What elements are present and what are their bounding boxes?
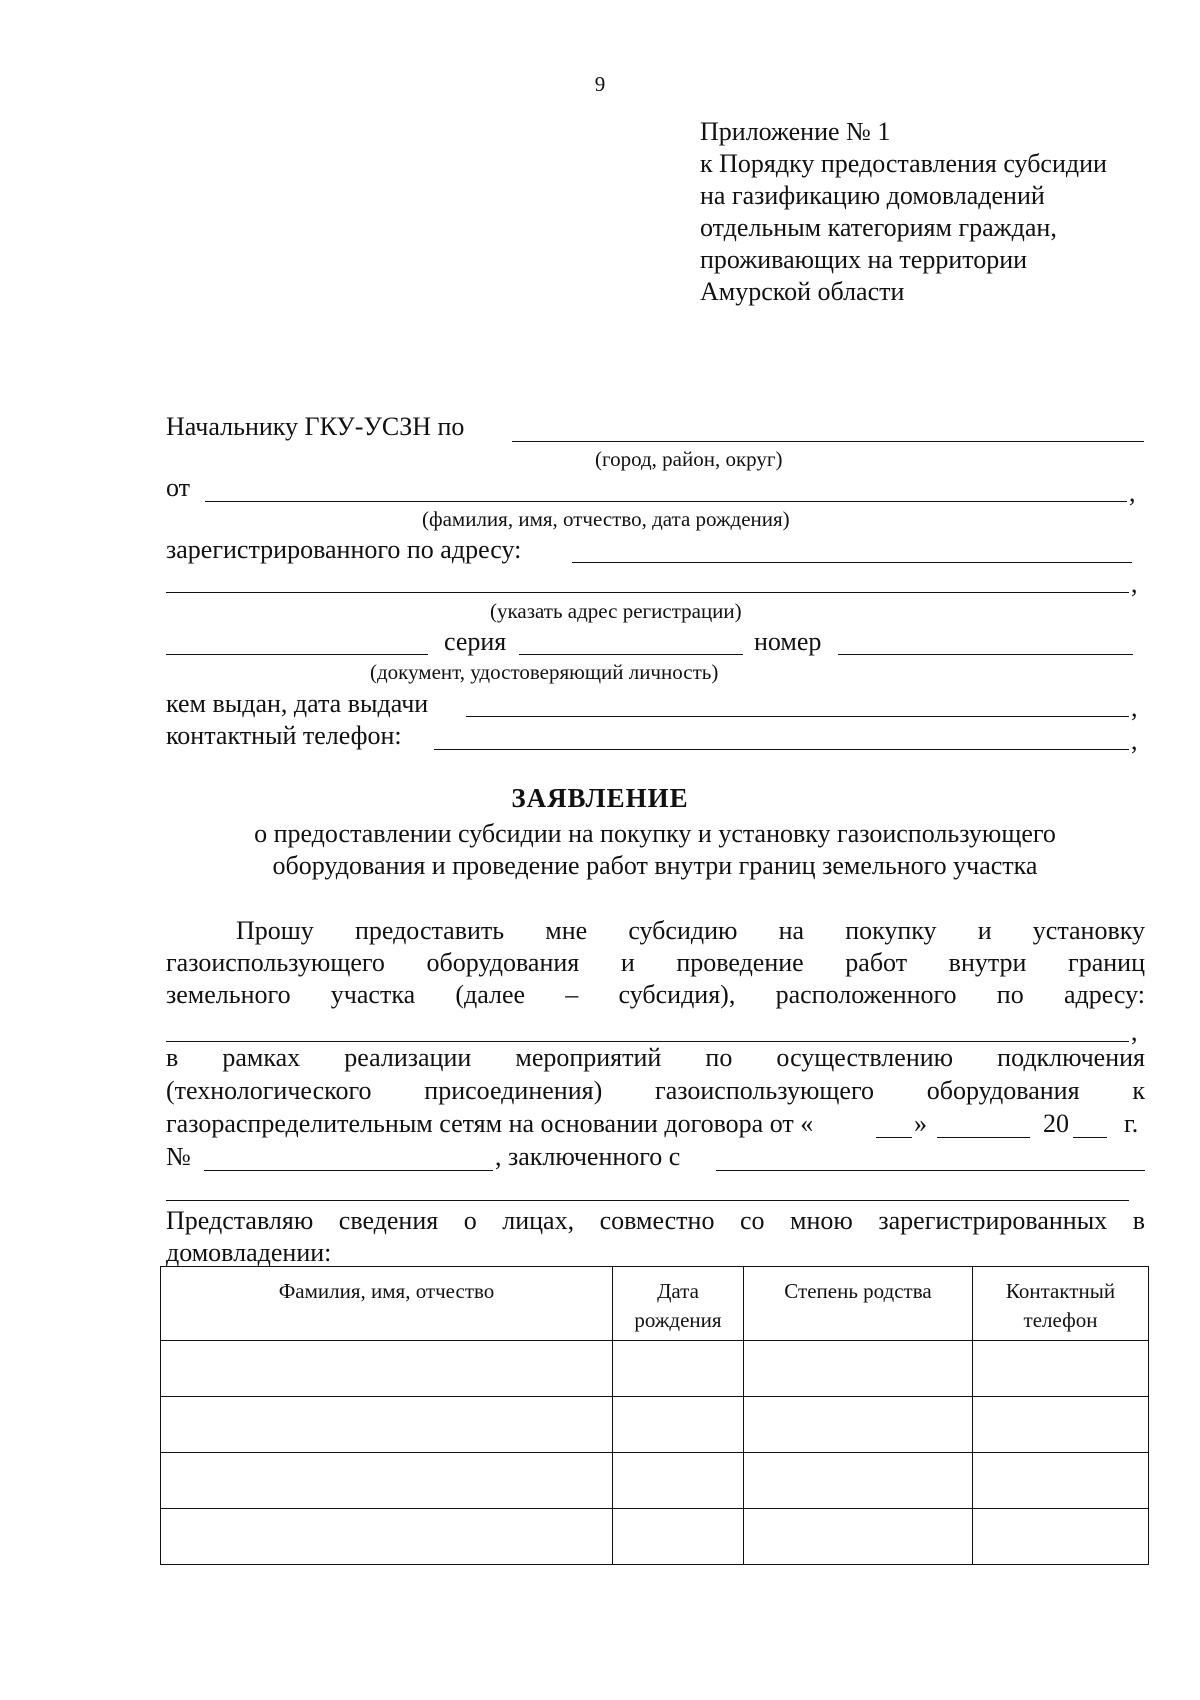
phone-field[interactable] [434, 749, 1129, 750]
column-header-phone: Контактный телефон [973, 1267, 1149, 1341]
contract-day-field[interactable] [876, 1137, 912, 1138]
column-header-name: Фамилия, имя, отчество [161, 1267, 613, 1341]
quote-close: » [914, 1109, 927, 1138]
comma: , [1131, 569, 1138, 598]
series-label: серия [444, 627, 507, 656]
appendix-line: Приложение № 1 [700, 117, 891, 146]
comma: , [1129, 478, 1136, 507]
table-cell[interactable] [161, 1453, 613, 1509]
table-cell[interactable] [744, 1341, 973, 1397]
paragraph-line: в рамках реализации мероприятий по осуществлению подключения [166, 1043, 1145, 1072]
appendix-line: Амурской области [700, 277, 905, 306]
table-cell[interactable] [613, 1509, 744, 1565]
paragraph-line: земельного участка (далее – субсидия), расположенного по адресу: [166, 980, 1145, 1009]
paragraph-line: домовладении: [166, 1238, 332, 1267]
recipient-hint: (город, район, округ) [595, 447, 783, 471]
recipient-label: Начальнику ГКУ-УСЗН по [166, 412, 465, 441]
comma: , [1131, 693, 1138, 722]
document-title: ЗАЯВЛЕНИЕ [511, 783, 689, 813]
document-type-field[interactable] [166, 654, 428, 655]
contract-year-field[interactable] [1073, 1137, 1107, 1138]
appendix-line: отдельным категориям граждан, [700, 213, 1057, 242]
table-cell[interactable] [613, 1341, 744, 1397]
table-row [161, 1453, 1149, 1509]
from-hint: (фамилия, имя, отчество, дата рождения) [422, 507, 790, 531]
plot-address-field[interactable] [166, 1041, 1129, 1042]
contract-date-prefix: газораспределительным сетям на основании договора от « [166, 1109, 814, 1138]
address-field-2[interactable] [166, 592, 1129, 593]
table-cell[interactable] [161, 1341, 613, 1397]
contract-party-field[interactable] [716, 1170, 1145, 1171]
paragraph-line: Представляю сведения о лицах, совместно со мною зарегистрированных в [166, 1206, 1145, 1235]
address-field[interactable] [572, 562, 1132, 563]
appendix-line: на газификацию домовладений [700, 181, 1045, 210]
page-number: 9 [594, 72, 606, 96]
table-row [161, 1341, 1149, 1397]
number-label: номер [754, 627, 822, 656]
table-cell[interactable] [744, 1397, 973, 1453]
subtitle-line: оборудования и проведение работ внутри границ земельного участка [272, 851, 1038, 880]
year-prefix: 20 [1043, 1109, 1069, 1138]
table-cell[interactable] [161, 1509, 613, 1565]
from-field[interactable] [205, 501, 1127, 502]
paragraph-line: Прошу предоставить мне субсидию на покупку и установку [236, 916, 1145, 945]
persons-table [160, 1266, 1149, 1565]
contract-month-field[interactable] [937, 1137, 1030, 1138]
document-subtitle [0, 818, 1200, 882]
recipient-field[interactable] [512, 441, 1144, 442]
number-sign: № [166, 1142, 191, 1171]
from-label: от [166, 473, 191, 502]
table-cell[interactable] [613, 1397, 744, 1453]
series-field[interactable] [519, 654, 743, 655]
table-row [161, 1397, 1149, 1453]
subtitle-line: о предоставлении субсидии на покупку и установку газоиспользующего [254, 819, 1056, 848]
issued-field[interactable] [466, 716, 1129, 717]
comma: , [1131, 726, 1138, 755]
table-cell[interactable] [973, 1453, 1149, 1509]
table-cell[interactable] [973, 1509, 1149, 1565]
year-suffix: г. [1124, 1109, 1139, 1138]
address-label: зарегистрированного по адресу: [166, 535, 522, 564]
number-field[interactable] [838, 654, 1133, 655]
document-hint: (документ, удостоверяющий личность) [370, 660, 719, 684]
contract-party-field-2[interactable] [166, 1200, 1129, 1201]
comma: , [1131, 1017, 1138, 1046]
table-row [161, 1509, 1149, 1565]
contract-number-field[interactable] [204, 1170, 493, 1171]
table-cell[interactable] [973, 1397, 1149, 1453]
table-cell[interactable] [744, 1453, 973, 1509]
paragraph-line: газоиспользующего оборудования и проведение работ внутри границ [166, 948, 1145, 977]
column-header-relation: Степень родства [744, 1267, 973, 1341]
address-hint: (указать адрес регистрации) [490, 599, 742, 623]
concluded-label: , заключенного с [495, 1142, 681, 1171]
table-cell[interactable] [744, 1509, 973, 1565]
phone-label: контактный телефон: [166, 721, 402, 750]
column-header-birthdate: Дата рождения [613, 1267, 744, 1341]
table-cell[interactable] [973, 1341, 1149, 1397]
paragraph-line: (технологического присоединения) газоиспользующего оборудования к [166, 1076, 1145, 1105]
appendix-line: проживающих на территории [700, 245, 1028, 274]
appendix-line: к Порядку предоставления субсидии [700, 149, 1107, 178]
table-cell[interactable] [613, 1453, 744, 1509]
table-header-row [161, 1267, 1149, 1341]
issued-label: кем выдан, дата выдачи [166, 689, 429, 718]
table-cell[interactable] [161, 1397, 613, 1453]
appendix-block [700, 116, 1180, 308]
